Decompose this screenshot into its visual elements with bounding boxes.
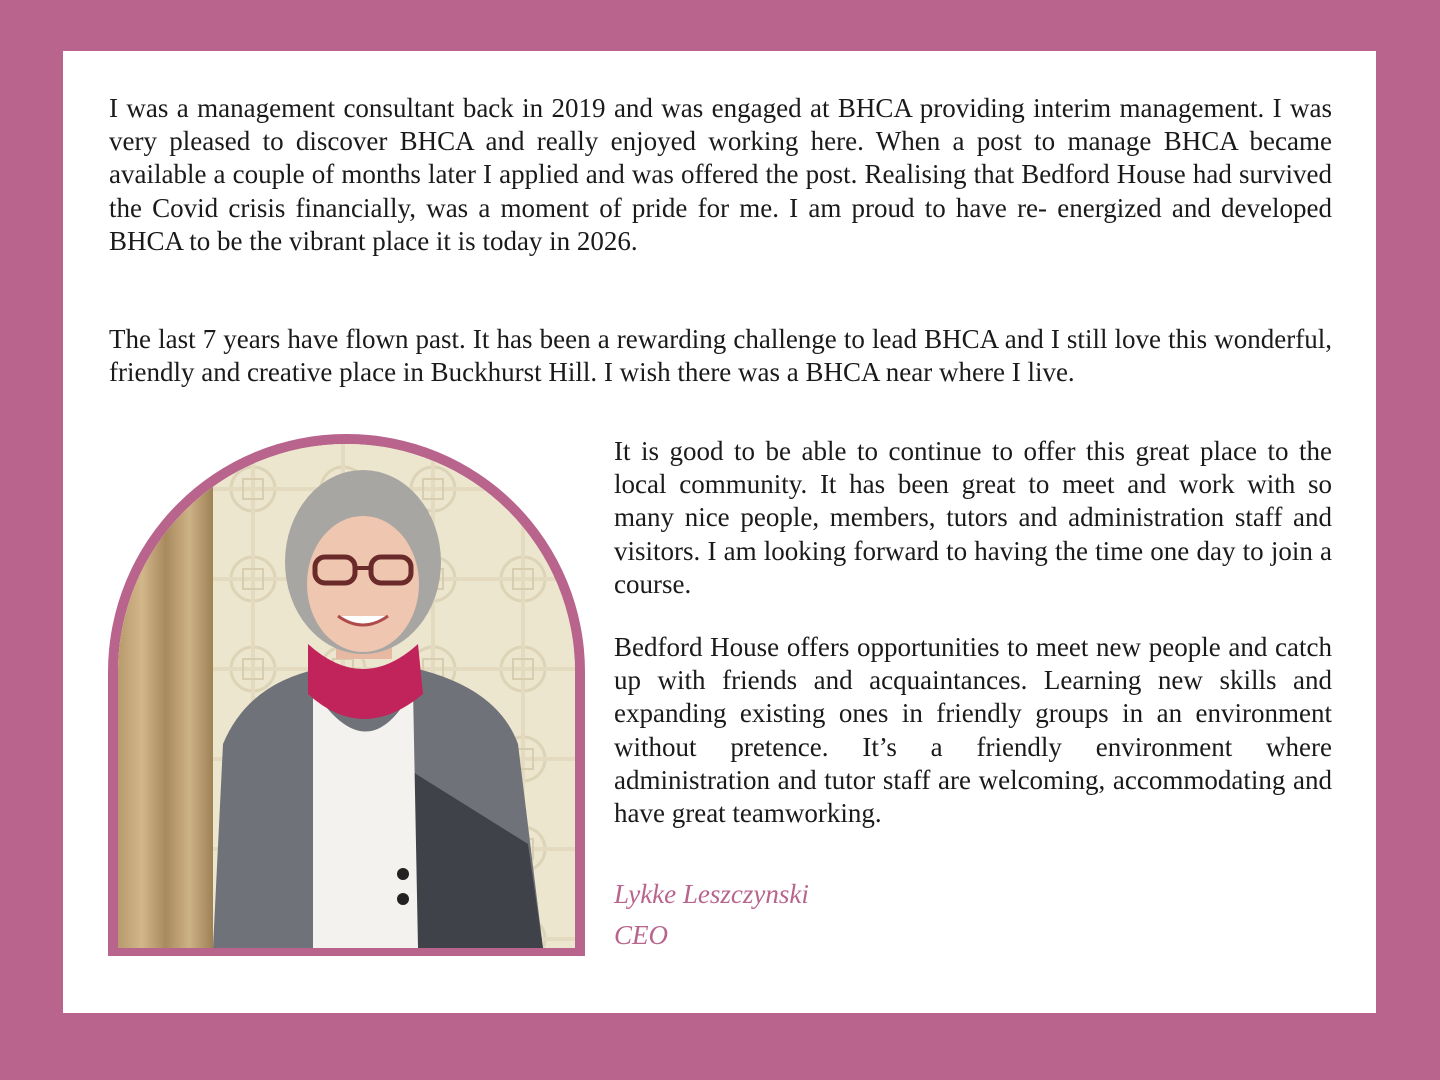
community-paragraph: It is good to be able to continue to offer this great place to the local community. It has been great to meet and work with so many nice people, members, tutors and administration staff and visitors. I am looking forward to having the time one day to join a course. [614, 436, 1332, 599]
portrait-photo [118, 444, 575, 948]
curtain [118, 444, 213, 948]
opportunities-paragraph: Bedford House offers opportunities to meet new people and catch up with friends and acquaintances. Learning new skills and expanding existing ones in friendly groups in an environment without pretence. It’s a friendly environment where administration and tutor staff are welcoming, accommodating and have great teamworking. [614, 632, 1332, 829]
testimonial-card [63, 51, 1376, 1013]
reflection-paragraph: The last 7 years have flown past. It has been a rewarding challenge to lead BHCA and I still love this wonderful, friendly and creative place in Buckhurst Hill. I wish there was a BHCA near where I live. [109, 324, 1332, 388]
portrait-arch-frame [108, 434, 585, 956]
signature-name: Lykke Leszczynski [614, 879, 809, 909]
signature-title: CEO [614, 920, 668, 950]
intro-paragraph: I was a management consultant back in 2019 and was engaged at BHCA providing interim management. I was very pleased to discover BHCA and really enjoyed working here. When a post to manage BHCA became available a couple of months later I applied and was offered the post. Realising that Bedford House had survived the Covid crisis financially, was a moment of pride for me. I am proud to have re- energized and developed BHCA to be the vibrant place it is today in 2026. [109, 93, 1332, 256]
